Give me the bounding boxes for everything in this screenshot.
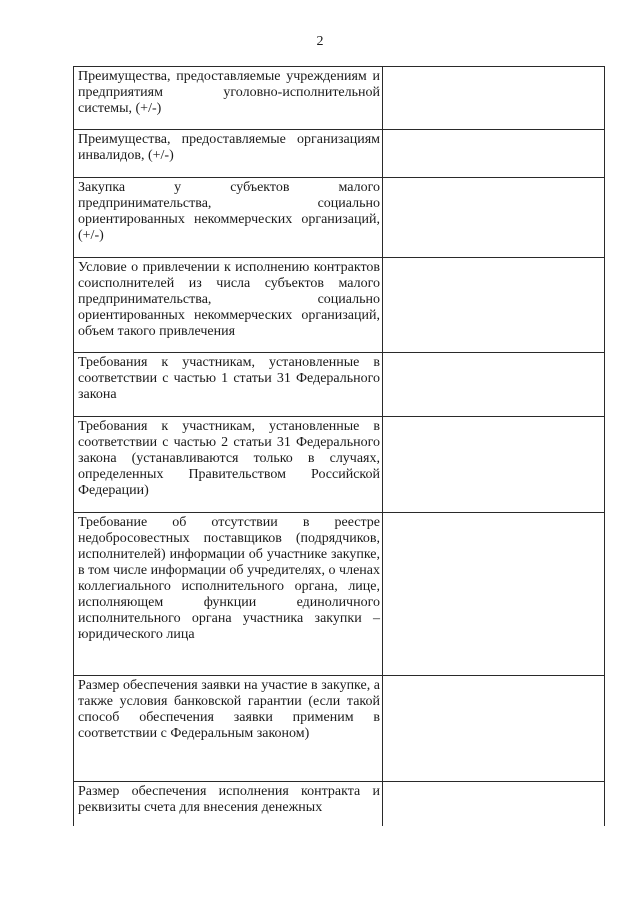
- row-value-cell: [383, 676, 605, 782]
- row-value: [383, 178, 604, 180]
- table-row: [74, 178, 605, 258]
- row-value: [383, 130, 604, 132]
- row-label: Закупка у субъектов малого предпринимательства, социально ориентированных некоммерческих организаций, (+/-): [78, 180, 380, 243]
- row-value: [383, 417, 604, 419]
- procurement-conditions-table: [73, 66, 605, 826]
- row-value-cell: [383, 353, 605, 417]
- row-label-cell: [74, 258, 383, 353]
- row-value: [383, 353, 604, 355]
- row-label-cell: [74, 178, 383, 258]
- row-value: [383, 782, 604, 784]
- table-row: [74, 417, 605, 513]
- row-value-cell: [383, 782, 605, 826]
- row-value-cell: [383, 130, 605, 178]
- row-label-cell: [74, 676, 383, 782]
- table-row: [74, 782, 605, 826]
- row-label: Размер обеспечения исполнения контракта и реквизиты счета для внесения денежных: [78, 784, 380, 815]
- row-label-cell: [74, 353, 383, 417]
- row-label: Условие о привлечении к исполнению контрактов соисполнителей из числа субъектов малого предпринимательства, социально ориентированных некоммерческих организаций, объем такого привлечения: [78, 260, 380, 339]
- row-value-cell: [383, 417, 605, 513]
- row-label-cell: [74, 513, 383, 676]
- row-value: [383, 513, 604, 515]
- row-label: Требования к участникам, установленные в соответствии с частью 2 статьи 31 Федерального закона (устанавливаются только в случаях, определенных Правительством Российской Федерации): [78, 419, 380, 498]
- row-label: Преимущества, предоставляемые организациям инвалидов, (+/-): [78, 132, 380, 163]
- row-label: Требование об отсутствии в реестре недобросовестных поставщиков (подрядчиков, исполнителей) информации об участнике закупке, в том числе информации об учредителях, о членах коллегиального исполнительного органа, лице, исполняющем функции единоличного исполнительного органа участника закупки – юридического лица: [78, 515, 380, 642]
- table-row: [74, 258, 605, 353]
- row-label: Размер обеспечения заявки на участие в закупке, а также условия банковской гарантии (если такой способ обеспечения заявки применим в соответствии с Федеральным законом): [78, 678, 380, 741]
- row-value-cell: [383, 258, 605, 353]
- row-value: [383, 67, 604, 69]
- page-number: 2: [316, 34, 324, 49]
- row-label-cell: [74, 67, 383, 130]
- row-label-cell: [74, 782, 383, 826]
- row-label-cell: [74, 417, 383, 513]
- row-label-cell: [74, 130, 383, 178]
- row-value-cell: [383, 513, 605, 676]
- row-label: Преимущества, предоставляемые учреждениям и предприятиям уголовно-исполнительной системы, (+/-): [78, 69, 380, 116]
- table-row: [74, 676, 605, 782]
- table-row: [74, 67, 605, 130]
- row-value-cell: [383, 178, 605, 258]
- row-value-cell: [383, 67, 605, 130]
- row-label: Требования к участникам, установленные в соответствии с частью 1 статьи 31 Федерального закона: [78, 355, 380, 402]
- table-row: [74, 353, 605, 417]
- row-value: [383, 258, 604, 260]
- table-row: [74, 130, 605, 178]
- table-row: [74, 513, 605, 676]
- row-value: [383, 676, 604, 678]
